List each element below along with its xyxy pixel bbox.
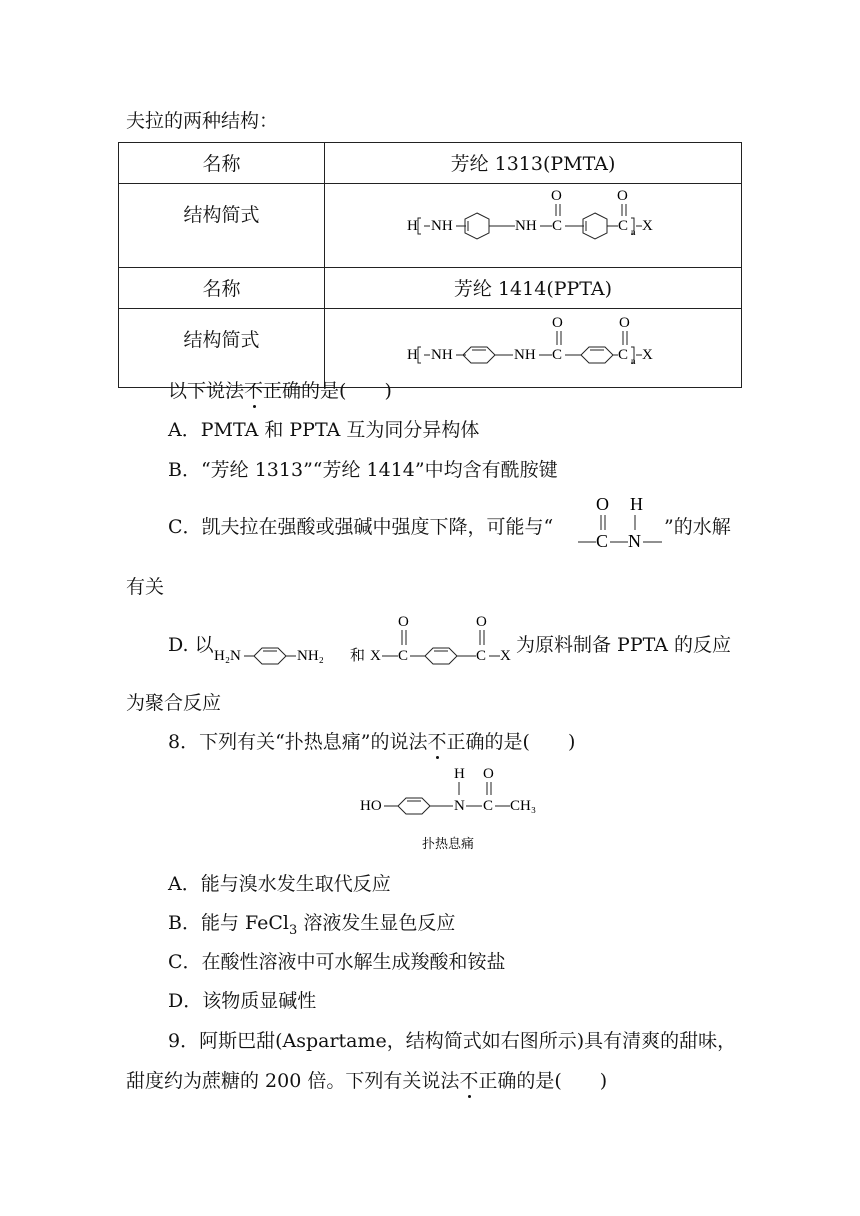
table-cell: 芳纶 1414(PPTA) (453, 278, 613, 300)
svg-text:n: n (631, 227, 636, 237)
svg-text:X: X (642, 218, 653, 234)
stem-text: 以下说法 (168, 380, 245, 402)
svg-text:O: O (551, 188, 562, 204)
svg-text:C: C (398, 648, 409, 664)
option-b: B．能与 FeCl$_3$ 溶液发生显色反应 (168, 912, 456, 938)
svg-text:扑热息痛: 扑热息痛 (422, 836, 475, 851)
svg-text:X: X (370, 648, 381, 664)
svg-text:H: H (630, 494, 643, 514)
amide-bond-diagram (576, 490, 666, 550)
svg-text:CH₃: CH₃ (510, 798, 537, 814)
option-c-cont: 有关 (126, 576, 165, 598)
stem-text: 8．下列有关“扑热息痛”的说法 (168, 731, 428, 753)
svg-text:C: C (618, 347, 629, 363)
pmta-structure-diagram (325, 184, 741, 262)
ppta-structure-diagram (325, 309, 741, 379)
svg-text:NH: NH (431, 218, 453, 234)
svg-text:H: H (407, 347, 418, 363)
svg-text:C: C (596, 531, 609, 550)
table-row (119, 268, 742, 309)
stem-text: 正确的是( ) (446, 731, 576, 753)
svg-text:H: H (407, 218, 418, 234)
svg-text:O: O (619, 315, 630, 331)
svg-text:O: O (552, 315, 563, 331)
svg-text:X: X (500, 648, 511, 664)
question-7-stem (168, 376, 392, 403)
svg-text:和: 和 (350, 648, 366, 664)
svg-text:H: H (454, 766, 465, 782)
option-a: A．能与溴水发生取代反应 (168, 873, 391, 895)
intro-text: 夫拉的两种结构： (126, 110, 279, 132)
svg-text:H₂N: H₂N (214, 648, 241, 664)
table-cell: 名称 (202, 278, 241, 300)
table-cell: 芳纶 1313(PMTA) (450, 153, 616, 175)
emphasis-not: 不 (459, 1066, 478, 1093)
svg-text:O: O (398, 614, 409, 630)
svg-text:N: N (454, 798, 465, 814)
option-text: C．凯夫拉在强酸或强碱中强度下降，可能与“ (168, 516, 554, 538)
svg-text:C: C (552, 347, 563, 363)
svg-text:n: n (631, 356, 636, 366)
svg-text:N: N (628, 531, 641, 550)
svg-text:O: O (617, 188, 628, 204)
option-b: B．“芳纶 1313”“芳纶 1414”中均含有酰胺键 (168, 459, 558, 481)
svg-text:O: O (596, 494, 609, 514)
svg-text:NH: NH (515, 218, 537, 234)
option-d: D．该物质显碱性 (168, 990, 317, 1012)
svg-text:C: C (552, 218, 563, 234)
svg-text:HO: HO (360, 798, 382, 814)
svg-text:NH₂: NH₂ (297, 648, 324, 664)
svg-text:NH: NH (431, 347, 453, 363)
table-cell: 结构简式 (183, 204, 260, 226)
reactant-diagram (214, 610, 514, 668)
svg-text:NH: NH (514, 347, 536, 363)
table-cell: 结构简式 (183, 329, 260, 351)
table-row (119, 184, 742, 268)
svg-text:C: C (483, 798, 494, 814)
question-8-stem (168, 727, 575, 754)
question-9-line2: 甜度约为蔗糖的 200 倍。下列有关说法不正确的是( ) (126, 1066, 607, 1093)
svg-text:C: C (476, 648, 487, 664)
question-9-line1: 9．阿斯巴甜(Aspartame，结构简式如右图所示)具有清爽的甜味， (168, 1030, 737, 1052)
table-cell: 名称 (202, 153, 241, 175)
table-row (119, 143, 742, 184)
svg-text:X: X (642, 347, 653, 363)
svg-text:O: O (483, 766, 494, 782)
option-c: C．在酸性溶液中可水解生成羧酸和铵盐 (168, 951, 506, 973)
option-c-tail: ”的水解 (664, 516, 731, 538)
svg-text:O: O (476, 614, 487, 630)
paracetamol-structure-diagram (358, 762, 558, 856)
emphasis-not: 不 (244, 376, 263, 403)
option-d-cont: 为聚合反应 (126, 692, 222, 714)
option-a: A．PMTA 和 PPTA 互为同分异构体 (168, 419, 480, 441)
option-d-tail: 为原料制备 PPTA 的反应 (516, 634, 732, 656)
emphasis-not: 不 (428, 727, 447, 754)
option-d: D. 以 (168, 634, 214, 656)
svg-text:C: C (618, 218, 629, 234)
option-c (168, 512, 553, 539)
structure-table (118, 142, 742, 388)
stem-text: 正确的是( ) (263, 380, 392, 402)
